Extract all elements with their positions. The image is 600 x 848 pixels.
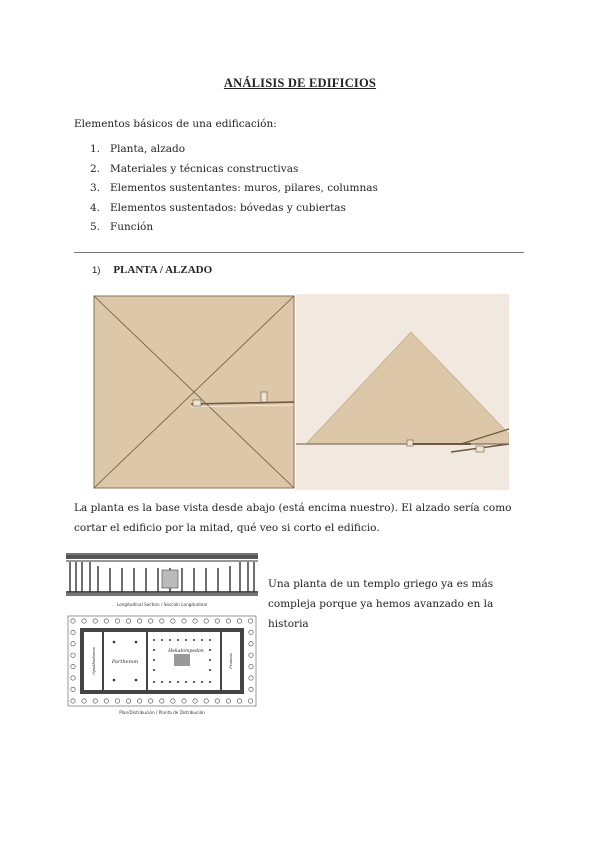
opisthodomos-label: Opisthodomos [91,647,96,675]
column-marker [248,619,252,623]
column-marker [71,653,75,657]
column-marker [71,687,75,691]
pronaos-label: Pronaos [228,653,233,669]
column-marker [171,699,175,703]
column-marker [249,642,253,646]
column-marker [126,699,130,703]
column-marker [115,619,119,623]
pyramid-plan [94,296,294,488]
pyramid-elevation [296,294,509,490]
temple-caption: Una planta de un templo griego ya es más compleja porque ya hemos avanzado en la historia [268,578,494,630]
column-marker [182,619,186,623]
column-marker [160,619,164,623]
column-marker [126,619,130,623]
column-marker [82,699,86,703]
column-marker [93,699,97,703]
column-marker [93,619,97,623]
greek-temple-figure [64,546,260,718]
page-title: ANÁLISIS DE EDIFICIOS [223,76,377,90]
column-marker [193,699,197,703]
column-marker [237,699,241,703]
list-item: 4. Elementos sustentados: bóvedas y cubiertas [90,201,346,214]
column-marker [104,619,108,623]
column-marker [249,630,253,634]
planta-alzado-paragraph: La planta es la base vista desde abajo (está encima nuestro). El alzado sería como cortar el edificio por la mitad, qué veo si corto el edificio. [74,502,512,534]
parthenon-label: Parthenon [111,659,139,665]
section-caption: Longitudinal Section / Sección Longitudinal [116,602,208,607]
column-marker [215,619,219,623]
horizontal-divider [74,252,524,253]
pyramid-plan-elevation-figure [91,294,509,490]
column-marker [104,699,108,703]
column-marker [249,653,253,657]
list-item: 3. Elementos sustentantes: muros, pilares, columnas [90,182,378,194]
column-marker [160,699,164,703]
section-title: PLANTA / ALZADO [113,264,213,276]
column-marker [193,619,197,623]
column-marker [226,619,230,623]
column-marker [137,699,141,703]
elements-list [74,140,378,238]
column-marker [149,699,153,703]
column-marker [71,642,75,646]
section-heading [92,264,212,276]
column-marker [204,699,208,703]
column-marker [248,699,252,703]
column-marker [149,619,153,623]
plan-caption: Plan/Distribución / Planta de Distribución [119,710,205,715]
intro-text: Elementos básicos de una edificación: [74,118,277,130]
column-marker [71,664,75,668]
list-item: 5. Función [90,221,154,233]
column-marker [137,619,141,623]
hekatompedon-label: Hekatompedon [168,649,204,654]
column-marker [237,619,241,623]
column-marker [71,630,75,634]
column-marker [171,619,175,623]
column-marker [204,619,208,623]
column-marker [249,687,253,691]
column-marker [249,664,253,668]
column-marker [115,699,119,703]
list-item: 2. Materiales y técnicas constructivas [90,162,299,175]
column-marker [249,676,253,680]
temple-plan [68,616,256,715]
column-marker [71,676,75,680]
column-marker [226,699,230,703]
column-marker [71,699,75,703]
section-number: 1) [92,265,101,276]
list-item: 1. Planta, alzado [90,143,186,155]
column-marker [82,619,86,623]
column-marker [182,699,186,703]
column-marker [215,699,219,703]
column-marker [71,619,75,623]
